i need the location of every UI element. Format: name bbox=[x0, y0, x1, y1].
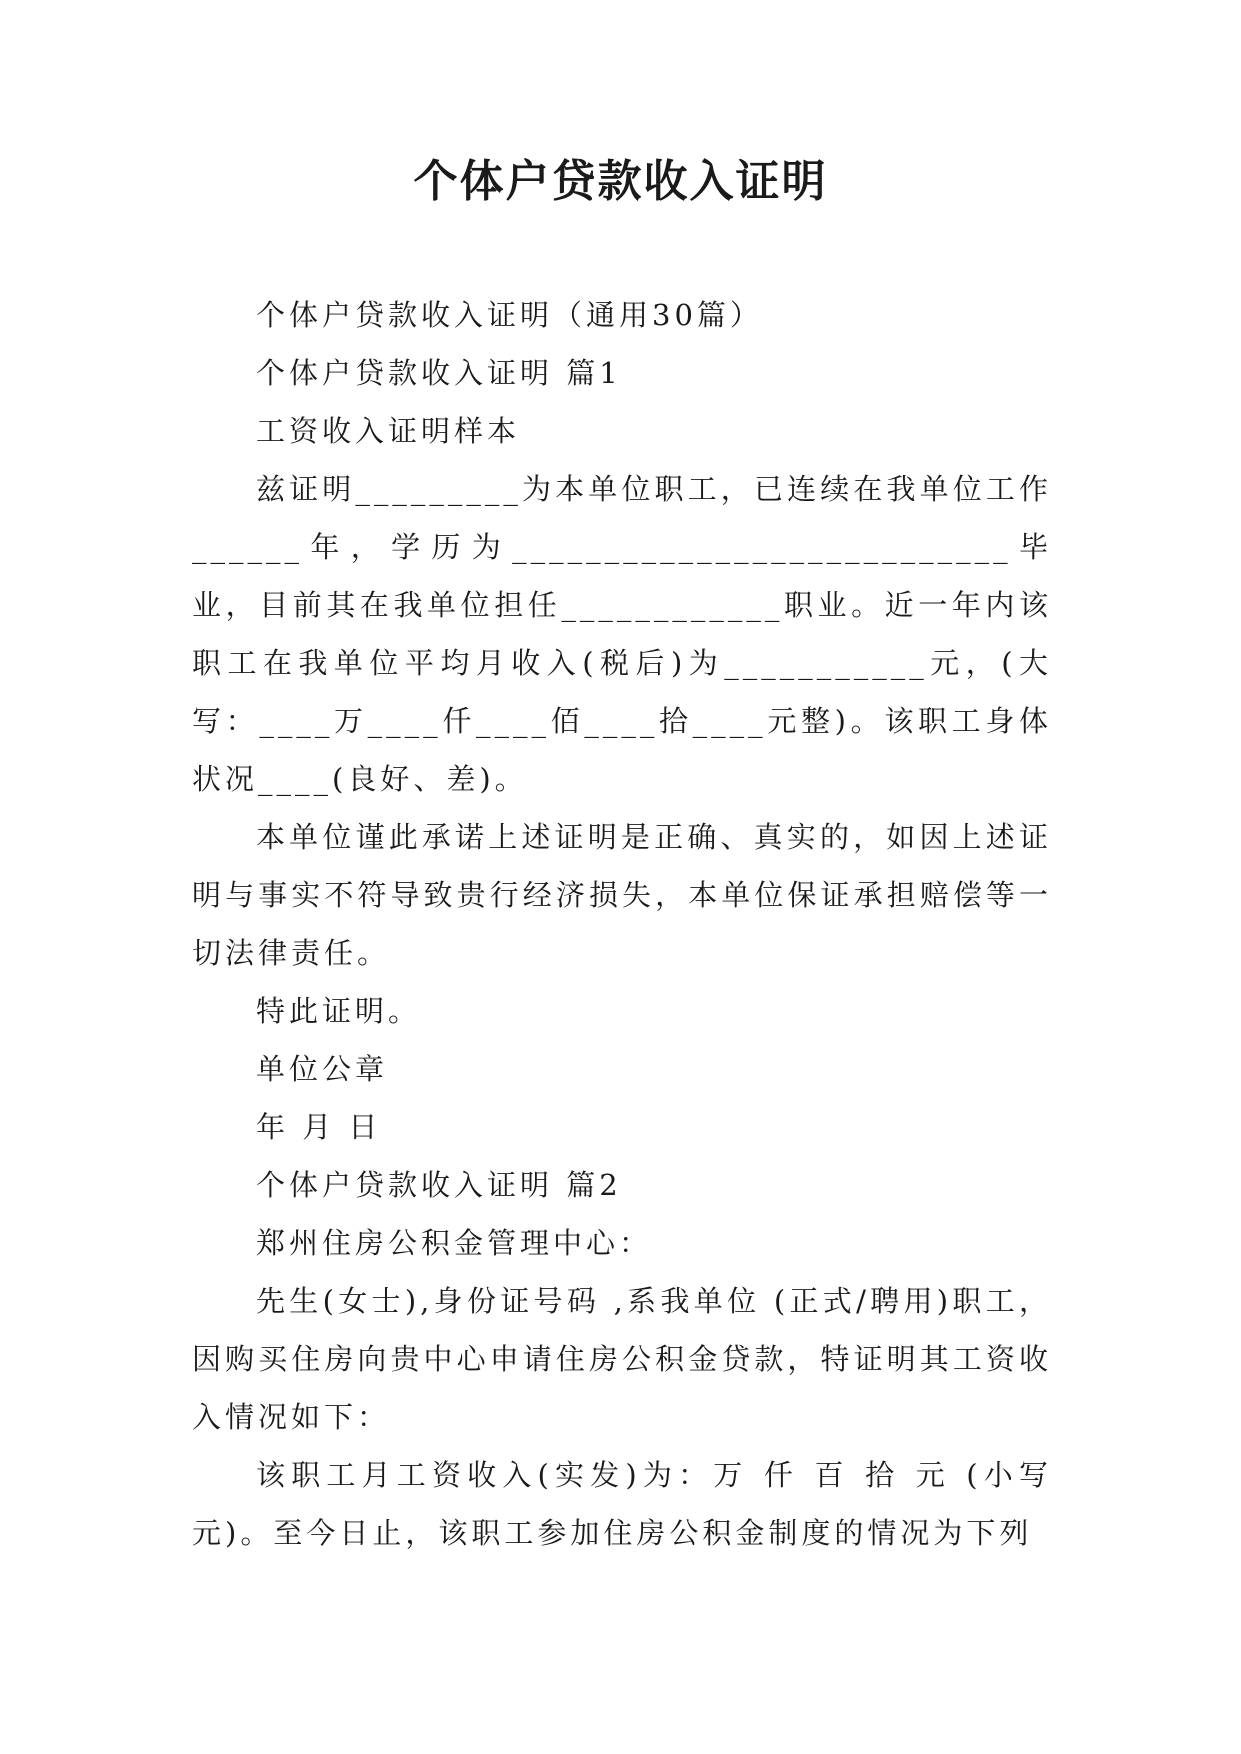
salary-paragraph: 该职工月工资收入(实发)为：万 仟 百 拾 元 (小写 元)。至今日止，该职工参加住房公积金制度的情况为下列 bbox=[192, 1458, 1052, 1550]
company-seal-line: 单位公章 bbox=[256, 1052, 389, 1086]
sample-heading: 工资收入证明样本 bbox=[256, 414, 521, 448]
document-title: 个体户贷款收入证明 bbox=[413, 156, 828, 207]
commitment-paragraph: 本单位谨此承诺上述证明是正确、真实的，如因上述证明与事实不符导致贵行经济损失，本单位保证承担赔偿等一切法律责任。 bbox=[192, 820, 1052, 970]
hereby-certify-line: 特此证明。 bbox=[256, 994, 422, 1028]
employee-info-paragraph: 先生(女士),身份证号码 ,系我单位 (正式/聘用)职工，因购买住房向贵中心申请住房公积金贷款，特证明其工资收入情况如下： bbox=[192, 1284, 1052, 1434]
section-heading-1: 个体户贷款收入证明 篇1 bbox=[256, 356, 622, 390]
collection-heading: 个体户贷款收入证明（通用30篇） bbox=[256, 298, 763, 332]
date-line: 年 月 日 bbox=[256, 1110, 382, 1144]
addressee-line: 郑州住房公积金管理中心： bbox=[256, 1226, 653, 1260]
section-heading-2: 个体户贷款收入证明 篇2 bbox=[256, 1168, 622, 1202]
certification-paragraph: 兹证明_________为本单位职工，已连续在我单位工作______年，学历为___________________________毕业，目前其在我单位担任____________职业。近一年内该职工在我单位平均月收入(税后)为___________元，(大写：____万____仟____佰____拾____元整)。该职工身体状况____(良好、差)。 bbox=[192, 472, 1052, 796]
document-body bbox=[192, 286, 1052, 1562]
